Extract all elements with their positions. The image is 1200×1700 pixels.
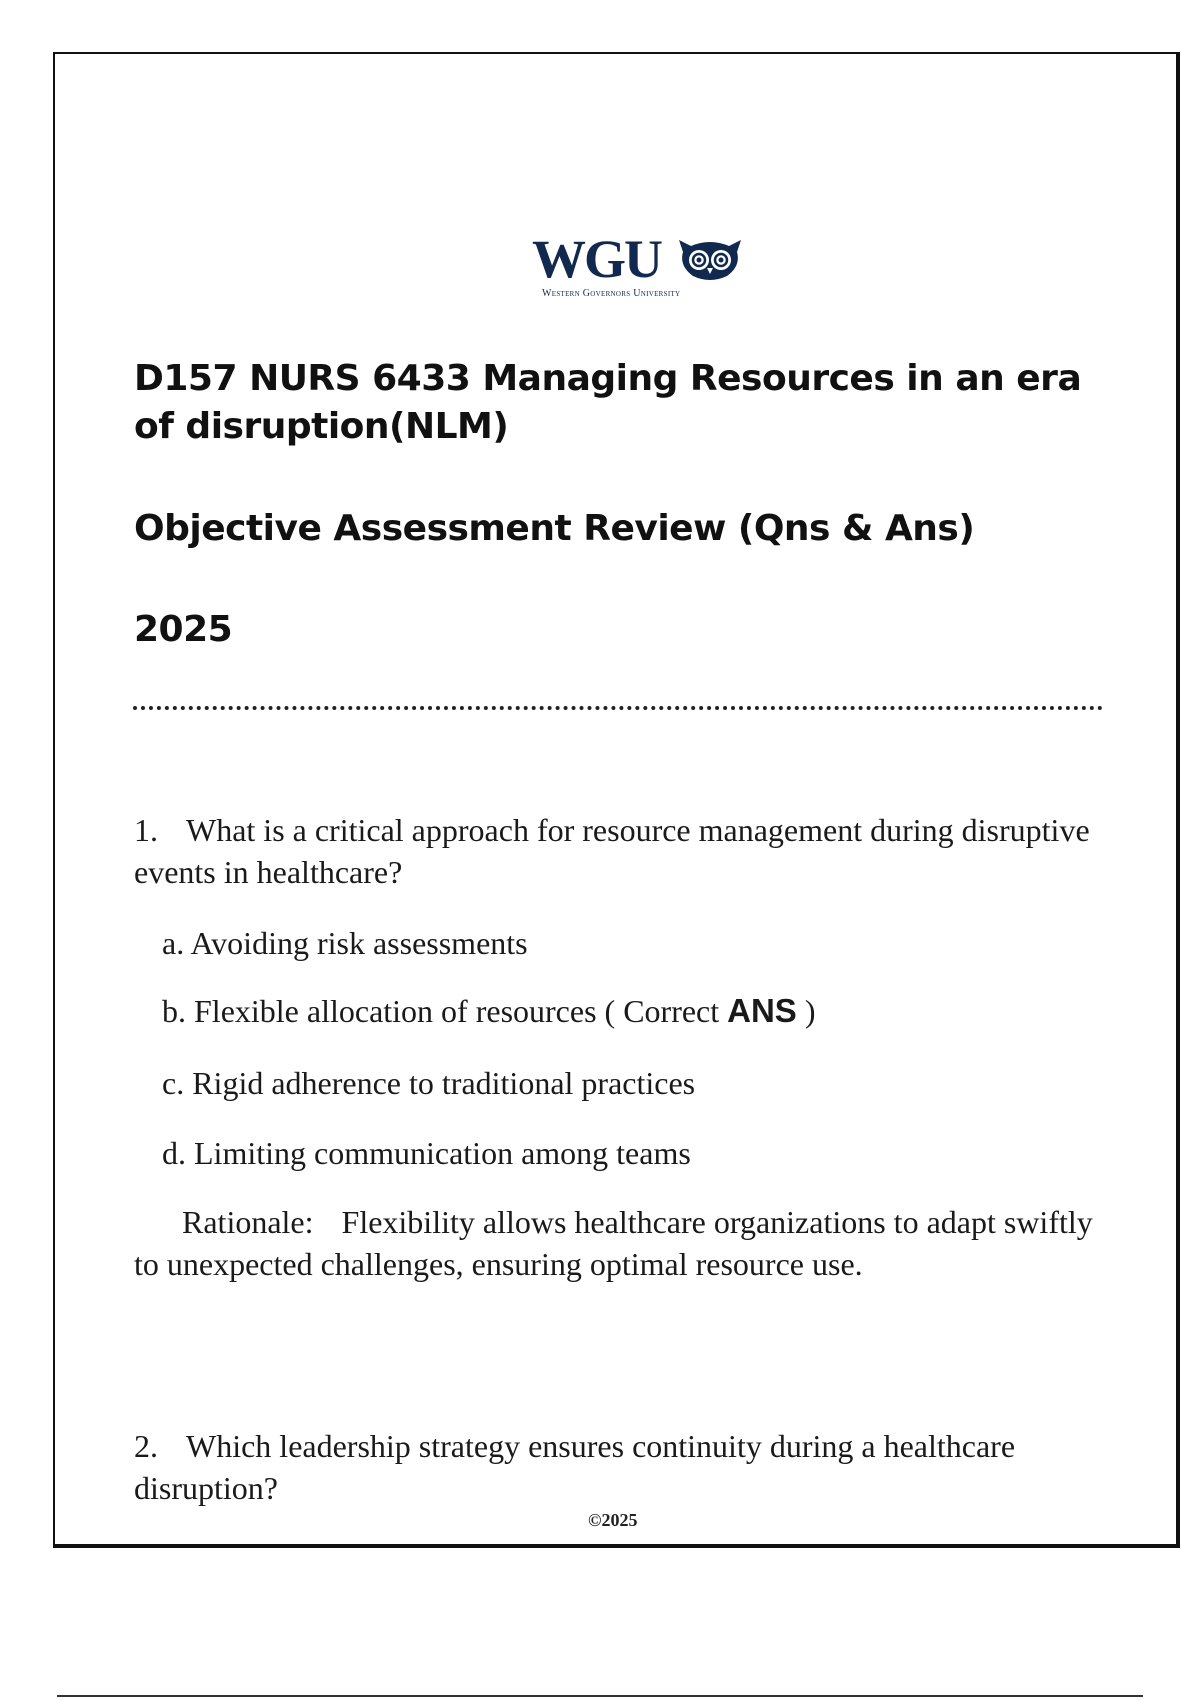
option-text: Limiting communication among teams bbox=[194, 1135, 691, 1171]
question-text: Which leadership strategy ensures continuity during a healthcare disruption? bbox=[134, 1428, 1016, 1506]
correct-answer-label: ANS bbox=[727, 992, 797, 1029]
option-text: Avoiding risk assessments bbox=[190, 925, 528, 961]
option-c bbox=[162, 1062, 695, 1104]
course-title: D157 NURS 6433 Managing Resources in an era of disruption(NLM) bbox=[134, 358, 1082, 447]
option-letter: d. bbox=[162, 1135, 186, 1171]
bottom-divider bbox=[57, 1695, 1143, 1697]
option-b bbox=[162, 990, 815, 1032]
question-number: 2. bbox=[134, 1428, 158, 1464]
correct-marker-suffix: ) bbox=[804, 993, 816, 1029]
logo-wordmark: WGU bbox=[532, 229, 661, 289]
question-text: What is a critical approach for resource management during disruptive events in healthcare? bbox=[134, 812, 1090, 890]
option-text: Flexible allocation of resources bbox=[194, 993, 597, 1029]
owl-icon bbox=[677, 236, 743, 282]
option-d bbox=[162, 1132, 691, 1174]
wgu-logo bbox=[532, 229, 747, 304]
option-a bbox=[162, 922, 528, 964]
copyright-footer: ©2025 bbox=[588, 1510, 638, 1530]
question-2 bbox=[134, 1425, 1094, 1509]
question-1 bbox=[134, 809, 1094, 893]
dotted-divider bbox=[133, 706, 1103, 710]
option-text: Rigid adherence to traditional practices bbox=[192, 1065, 696, 1101]
rationale-text: Flexibility allows healthcare organizations to adapt swiftly to unexpected challenges, ensuring optimal resource use. bbox=[134, 1204, 1093, 1282]
option-letter: a. bbox=[162, 925, 185, 961]
document-year: 2025 bbox=[134, 609, 233, 650]
document-subtitle: Objective Assessment Review (Qns & Ans) bbox=[134, 508, 975, 549]
correct-marker-prefix: ( Correct bbox=[604, 993, 720, 1029]
question-number: 1. bbox=[134, 812, 158, 848]
option-letter: b. bbox=[162, 993, 186, 1029]
logo-tagline: Western Governors University bbox=[542, 288, 681, 299]
option-letter: c. bbox=[162, 1065, 185, 1101]
rationale-label: Rationale: bbox=[182, 1204, 314, 1240]
rationale bbox=[134, 1201, 1104, 1285]
